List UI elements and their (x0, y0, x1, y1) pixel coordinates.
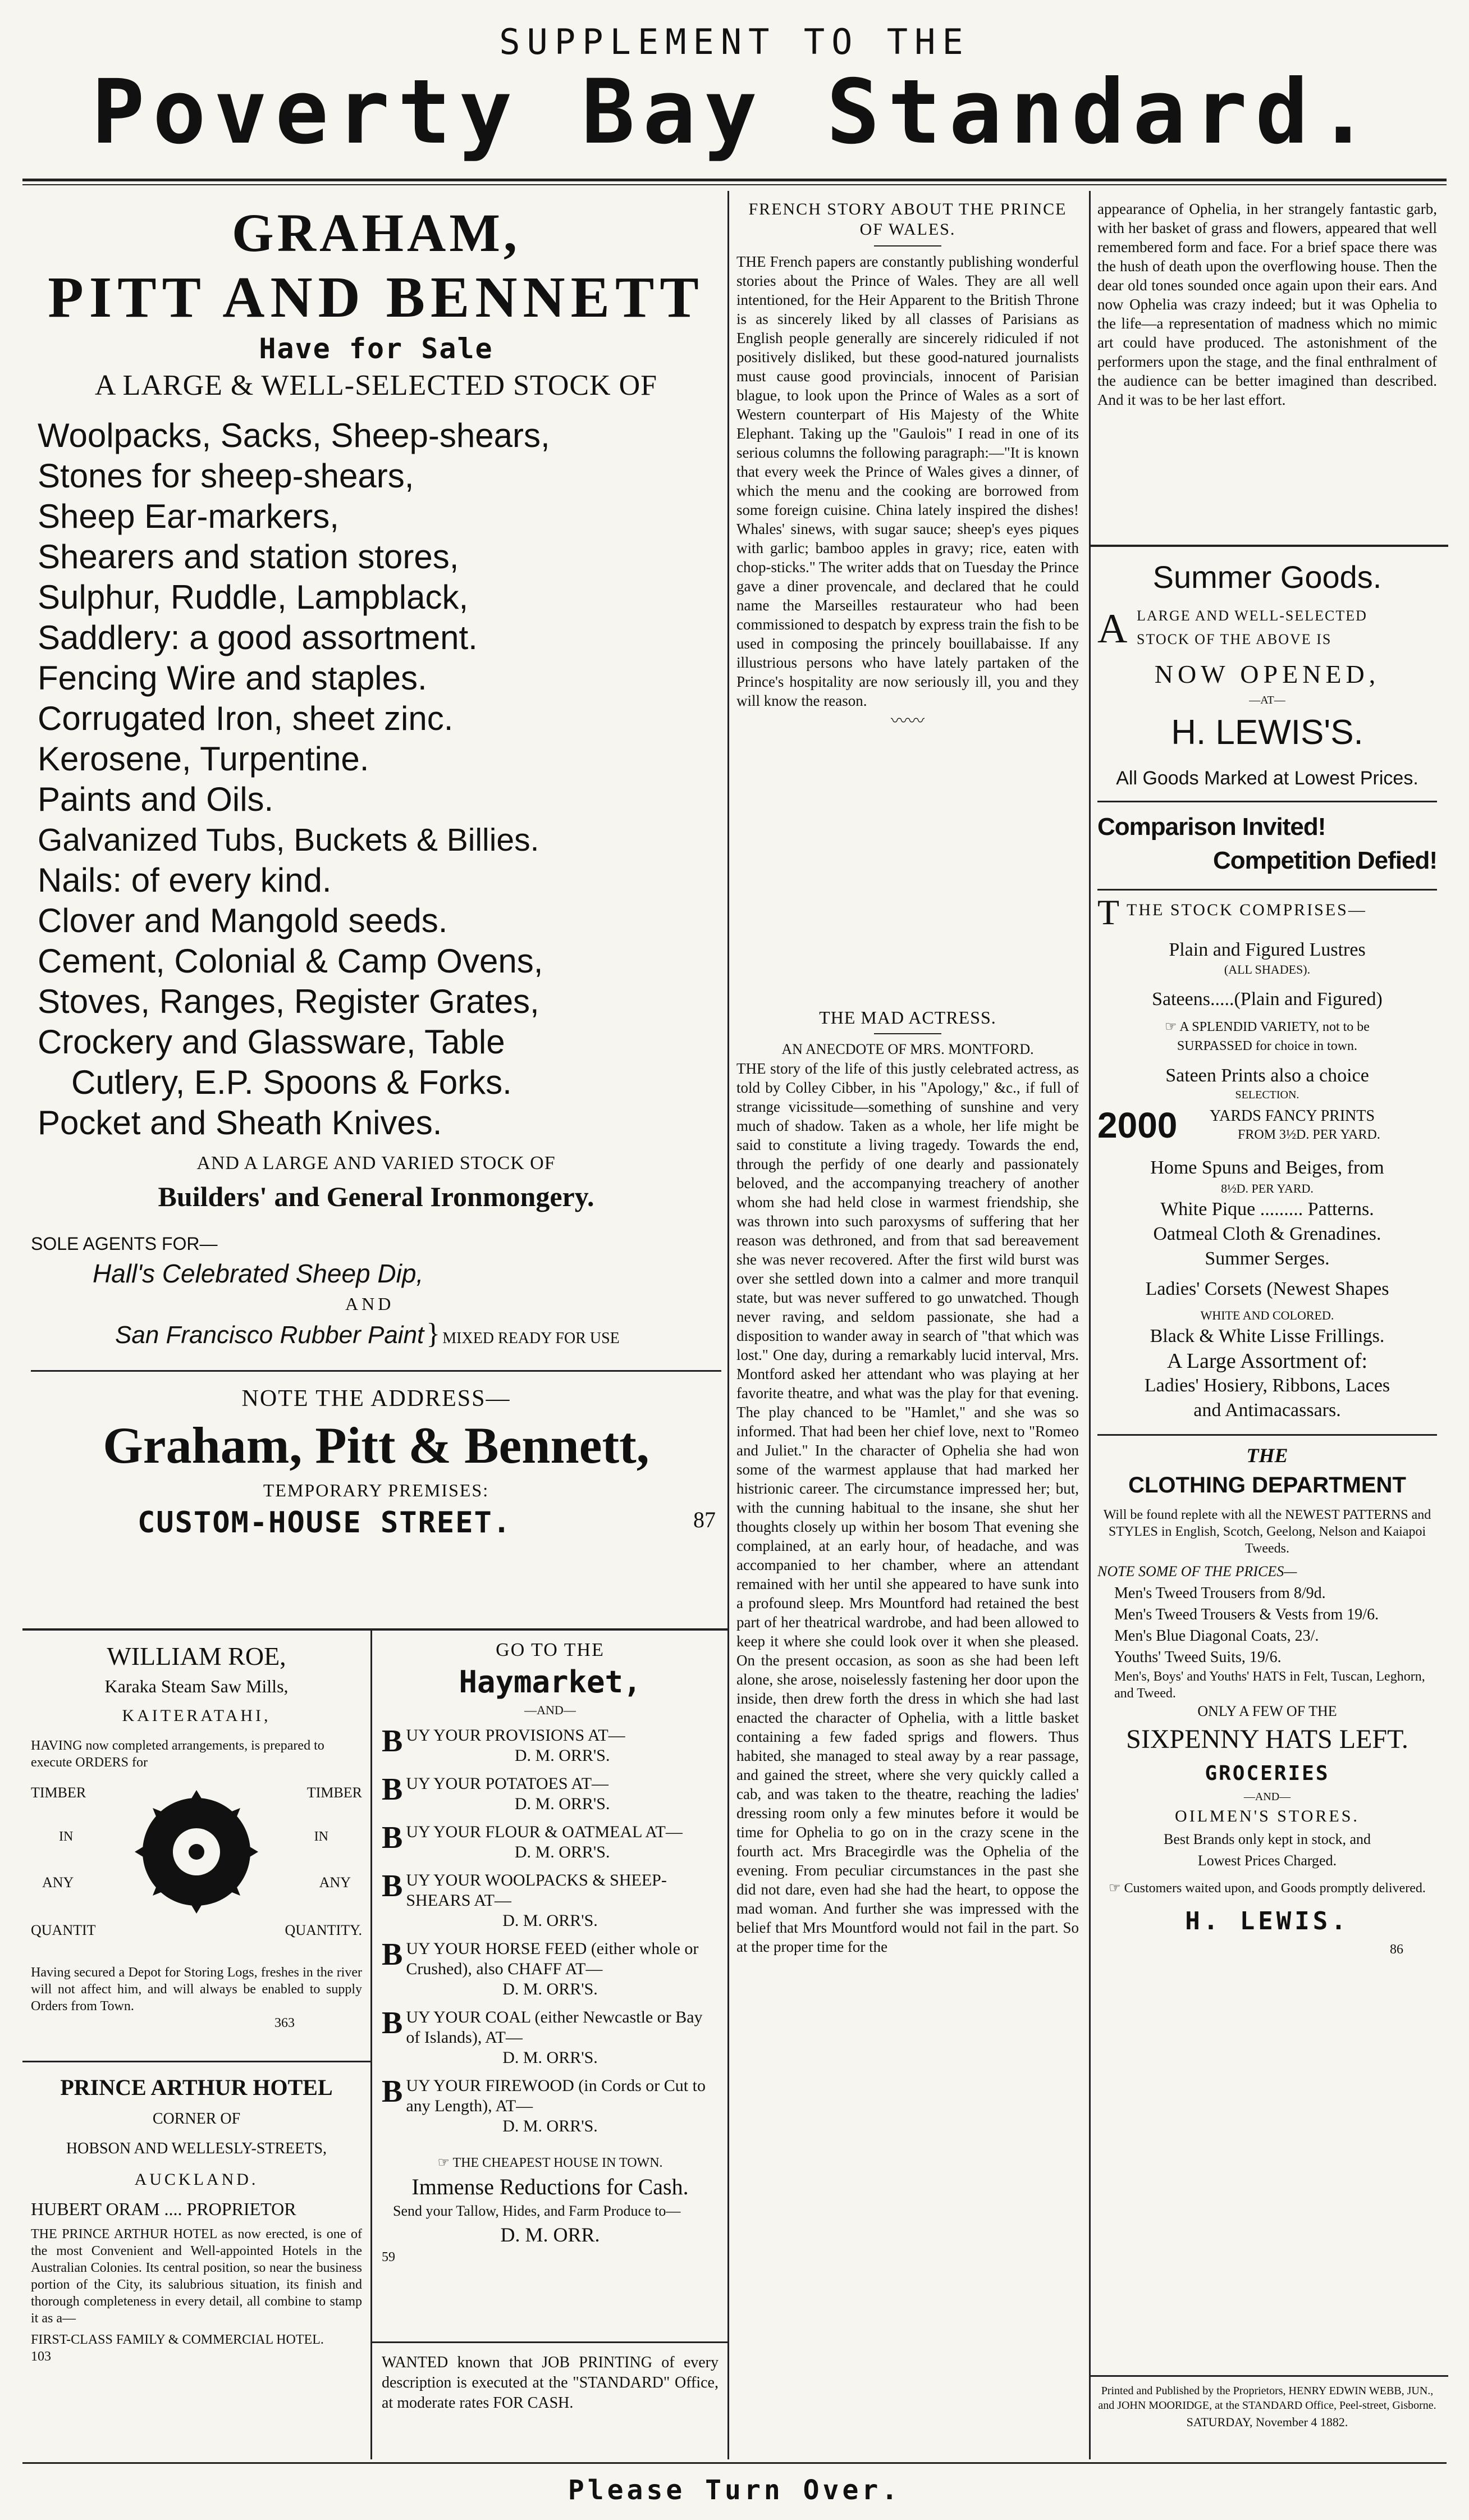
saw-word: QUANTIT (31, 1922, 96, 1938)
newspaper-title: Poverty Bay Standard. (91, 61, 1378, 164)
haymarket-item-sig: D. M. ORR'S. (514, 1746, 610, 1765)
pitt-bennett-name: PITT AND BENNETT (48, 265, 704, 330)
stock-item: Plain and Figured Lustres (1169, 939, 1366, 960)
stock-line: Kerosene, Turpentine. (38, 740, 369, 778)
sixpenny-hats: SIXPENNY HATS LEFT. (1126, 1724, 1408, 1754)
hotel-name: PRINCE ARTHUR HOTEL (60, 2075, 333, 2100)
french-story (736, 199, 1079, 733)
masthead (0, 22, 1469, 163)
column-divider (1089, 191, 1091, 2459)
clothing-replete: Will be found replete with all the NEWEST PATTERNS and STYLES in English, Scotch, Geelong, Nelson and Kaiapoi Tweeds. (1103, 1508, 1431, 1556)
street-line (31, 1504, 721, 1544)
saw-illustration (31, 1779, 362, 1964)
stock-item-text: A SPLENDID VARIETY, not to be (1179, 1020, 1370, 1034)
ad-rule (1097, 1434, 1437, 1436)
halls-sheep-dip: Hall's Celebrated Sheep Dip, (93, 1259, 424, 1288)
immense-reductions: Immense Reductions for Cash. (411, 2174, 689, 2199)
competition-defied: Competition Defied! (1213, 847, 1437, 874)
stock-line: Shearers and station stores, (38, 538, 459, 576)
only-a-few: ONLY A FEW OF THE (1197, 1703, 1337, 1719)
stock-line: Paints and Oils. (38, 780, 274, 818)
temporary-premises: TEMPORARY PREMISES: (263, 1480, 489, 1500)
groceries: GROCERIES (1205, 1762, 1330, 1785)
mad-actress (736, 1005, 1079, 2457)
best-brands: Best Brands only kept in stock, and (1163, 1831, 1371, 1847)
lewis-at: —AT— (1249, 694, 1285, 706)
stock-item: Home Spuns and Beiges, from (1150, 1157, 1384, 1178)
footer-rule (22, 2462, 1447, 2464)
masthead-rule (22, 179, 1447, 181)
comparison-invited: Comparison Invited! (1097, 813, 1326, 841)
price-item: Men's, Boys' and Youths' HATS in Felt, Tuscan, Leghorn, and Tweed. (1114, 1669, 1425, 1701)
haymarket-goto: GO TO THE (496, 1640, 605, 1660)
hotel-text: THE PRINCE ARTHUR HOTEL as now erected, is one of the most Convenient and Well-appointed Hotels in the Australian Colonies. Its central position, so near the business portion of the City, its salubrious situation, its finish and thorough completeness in every detail, all combine to stamp it as a— (31, 2227, 362, 2326)
mad-actress-title: THE MAD ACTRESS. (819, 1007, 996, 1028)
lewis-name: H. LEWIS'S. (1171, 713, 1363, 752)
please-turn-over: Please Turn Over. (568, 2475, 901, 2506)
hotel-number: 103 (31, 2349, 51, 2364)
roe-name: WILLIAM ROE, (107, 1642, 286, 1670)
masthead-rule-thin (22, 184, 1447, 185)
drop-cap-a: A (1097, 606, 1128, 652)
section-rule (1089, 545, 1448, 547)
pointing-hand-icon: ☞ (437, 2156, 453, 2170)
roe-intro: HAVING now completed arrangements, is prepared to execute ORDERS for (31, 1738, 324, 1770)
stock-item: WHITE AND COLORED. (1200, 1308, 1334, 1322)
drop-cap-t: T (1097, 892, 1120, 932)
haymarket-item-sig: D. M. ORR'S. (502, 2117, 598, 2135)
price-item: Men's Blue Diagonal Coats, 23/. (1114, 1627, 1319, 1645)
roe-place: KAITERATAHI, (122, 1706, 271, 1725)
stock-line: Clover and Mangold seeds. (38, 902, 448, 939)
saw-word: QUANTITY. (285, 1922, 362, 1938)
section-rule (22, 1628, 727, 1631)
rubber-paint-line: San Francisco Rubber Paint } MIXED READY FOR USE (115, 1318, 620, 1350)
haymarket-number: 59 (382, 2250, 395, 2265)
stock-item: SURPASSED for choice in town. (1177, 1039, 1358, 1053)
stock-line: Fencing Wire and staples. (38, 659, 427, 697)
haymarket-item-sig: D. M. ORR'S. (514, 1843, 610, 1861)
stock-line: Sheep Ear-markers, (38, 497, 339, 535)
custom-house-street: CUSTOM-HOUSE STREET. (138, 1506, 512, 1540)
clothing-department: CLOTHING DEPARTMENT (1128, 1473, 1406, 1498)
stock-comprises: THE STOCK COMPRISES— (1127, 901, 1367, 919)
stock-line: Pocket and Sheath Knives. (38, 1104, 442, 1142)
large-selected: LARGE AND WELL-SELECTED (1137, 608, 1367, 624)
haymarket-item-text: UY YOUR HORSE FEED (either whole or Crushed), also CHAFF AT— (406, 1939, 699, 1978)
firm-name: Graham, Pitt & Bennett, (103, 1417, 649, 1474)
haymarket-item: BUY YOUR FIREWOOD (in Cords or Cut to any Length), AT— D. M. ORR'S. (382, 2076, 719, 2136)
haymarket-item: BUY YOUR PROVISIONS AT— D. M. ORR'S. (382, 1725, 719, 1766)
supplement-line: SUPPLEMENT TO THE (499, 21, 970, 62)
haymarket-item: BUY YOUR COAL (either Newcastle or Bay of Islands), AT— D. M. ORR'S. (382, 2007, 719, 2068)
french-story-text: THE French papers are constantly publishing wonderful stories about the Prince of Wales. They are all well intentioned, for the Heir Apparent to the British Throne is as sincerely liked by all classes of Parisians as English people generally are sincerely ridiculed if not positively disliked, but these good-natured journalists must cause good provincials, innocent of Parisian blague, to look upon the Prince of Wales as a sort of Western counterpart of His Majesty of the White Elephant. Taking up the "Gaulois" I read in one of its serious columns the following paragraph:—"It is known that every week the Prince of Wales gives a dinner, of which the menu and the cooking are borrowed from some foreign cuisine. China lately inspired the dishes! Whales' sinews, with sugar sauce; sheep's eyes piques with garlic; bamboo apples in gravy; rice, eaten with chop-sticks." The writer adds that on Tuesday the Prince gave a diner provencale, and declared that he could name the Marseilles restaurateur who had been commissioned to despatch by express train the fish to be used in composing the princely bouillabaisse. If any illustrious persons who have lately partaken of the Prince's hospitality are now seriously ill, you and they will know the reason. (736, 253, 1079, 709)
oilmens-stores: OILMEN'S STORES. (1175, 1807, 1360, 1825)
summer-goods: Summer Goods. (1152, 559, 1382, 595)
stock-item: SELECTION. (1235, 1089, 1299, 1101)
stock-item: Sateen Prints also a choice (1165, 1065, 1369, 1086)
haymarket-item: BUY YOUR WOOLPACKS & SHEEP-SHEARS AT— D. M. ORR'S. (382, 1870, 719, 1931)
stock-item: Sateens.....(Plain and Figured) (1152, 989, 1383, 1010)
roe-depot: Having secured a Depot for Storing Logs, freshes in the river will not affect him, and will always be enabled to supply Orders from Town. (31, 1965, 362, 2014)
stock-item: Black & White Lisse Frillings. (1150, 1326, 1385, 1346)
yards-text: YARDS FANCY PRINTS (1210, 1107, 1375, 1125)
article-divider: 〰〰 (891, 712, 925, 731)
large-stock-line (1097, 606, 1437, 657)
stock-line: Cutlery, E.P. Spoons & Forks. (71, 1063, 512, 1101)
haymarket-item: BUY YOUR HORSE FEED (either whole or Crushed), also CHAFF AT— D. M. ORR'S. (382, 1939, 719, 1999)
circular-saw-icon (135, 1790, 258, 1914)
wanted-ad: WANTED known that JOB PRINTING of every description is executed at the "STANDARD" Office, at moderate rates FOR CASH. (382, 2354, 719, 2412)
stock-item: Ladies' Corsets (Newest Shapes (1145, 1279, 1389, 1299)
saw-word: ANY (319, 1874, 351, 1891)
price-item: Youths' Tweed Suits, 19/6. (1114, 1649, 1282, 1666)
orr-signature: D. M. ORR. (500, 2224, 600, 2246)
hotel-ad (31, 2072, 362, 2365)
roe-ad (31, 1640, 362, 2031)
have-for-sale: Have for Sale (259, 332, 493, 365)
stock-item (1097, 1017, 1437, 1037)
hotel-corner: CORNER OF (152, 2110, 241, 2128)
stock-comprises-line (1097, 892, 1437, 932)
stock-line: Woolpacks, Sacks, Sheep-shears, (38, 417, 550, 454)
section-rule (22, 2061, 370, 2062)
haymarket-item: BUY YOUR POTATOES AT— D. M. ORR'S. (382, 1774, 719, 1814)
stock-line: Corrugated Iron, sheet zinc. (38, 700, 454, 737)
lewis-ad (1097, 556, 1437, 1958)
haymarket-ad (382, 1637, 719, 2266)
stock-line: Nails: of every kind. (38, 861, 332, 899)
pointing-hand-icon: ☞ (1165, 1020, 1180, 1034)
haymarket-item-text: UY YOUR PROVISIONS AT— (406, 1726, 625, 1745)
san-francisco-paint: San Francisco Rubber Paint (115, 1321, 424, 1349)
haymarket-item-text: UY YOUR POTATOES AT— (406, 1774, 609, 1793)
mixed-ready: MIXED READY FOR USE (442, 1330, 620, 1347)
haymarket-item-text: UY YOUR FLOUR & OATMEAL AT— (406, 1823, 683, 1841)
yards-number: 2000 (1097, 1105, 1178, 1145)
ad-number: 87 (693, 1507, 716, 1532)
hotel-streets: HOBSON AND WELLESLY-STREETS, (66, 2140, 327, 2157)
hotel-footer: FIRST-CLASS FAMILY & COMMERCIAL HOTEL. (31, 2332, 324, 2347)
saw-word: TIMBER (306, 1784, 362, 1801)
haymarket-name: Haymarket, (459, 1664, 642, 1700)
stock-list (31, 416, 721, 1143)
roe-number: 363 (274, 2016, 295, 2030)
stock-item: (ALL SHADES). (1224, 962, 1311, 976)
stock-line: Sulphur, Ruddle, Lampblack, (38, 578, 469, 616)
graham-name: GRAHAM, (232, 203, 520, 263)
stock-line: Stoves, Ranges, Register Grates, (38, 983, 539, 1020)
pointing-hand-icon: ☞ (1109, 1881, 1124, 1896)
sole-agents: SOLE AGENTS FOR— (31, 1234, 218, 1254)
stock-item: White Pique ......... Patterns. (1160, 1199, 1374, 1220)
saw-word: TIMBER (31, 1784, 86, 1801)
mad-actress-text: THE story of the life of this justly celebrated actress, as told by Colley Cibber, in his "Apology," &c., if full of strange vicissitude—something of sunshine and very much of shadow. Taken as a whole, her life might be said to constitute a living tragedy. Towards the end, through the perfidy of one dearly and passionately beloved, and the accompanying treachery of another whom she had held close in warmest friendship, she was thrown into such paroxysms of suffering that her reason was dethroned, and from that sad bereavement she was never recovered. After the first wild burst was over she settled down into a calmer and more tranquil state, but was never suffered to go unwatched. Though never raving, and seldom passionate, she had a disposition to wander away in search of "that which was lost." One day, during a remarkably lucid interval, Mrs. Montford asked her attendant who was playing at her favorite theatre, and what was the play for that evening. The play chanced to be "Hamlet," and she was so informed. That had been her chief love, next to "Romeo and Juliet." In the character of Ophelia she had won some of the warmest applause that had marked her histrionic career. The circumstance impressed her; but, with the cunning habitual to the insane, she shut her thoughts closely up within her bosom That evening she complained, at an early hour, of headache, and was accompanied to her chamber, where an attendant remained with her until she appeared to have sunk into a profound sleep. Mrs Mountford had retained the best part of her theatrical wardrobe, and had been allowed to keep it where she could look over it when she pleased. On the present occasion, as soon as she had been left alone, she arose, noiselessly fastening her door upon the inside, then drew forth the dress in which she had last enacted the character of Ophelia, with a little basket containing a few faded sprigs and flowers. Thus habited, she managed to steal away by a rear passage, and gained the street, where she very quickly called a cab, and was taken to the theatre, reaching the ladies' dressing room only a few minutes before it would be time for Ophelia to go on in the crazy scene in the fourth act. Mrs Bracegirdle was the Ophelia of the evening. From peculiar circumstances in the past she did not dare, even had she had the heart, to oppose the mad woman. And further she was impressed with the belief that Mrs Mountford would not fail in the part. So at the proper time for the (736, 1060, 1079, 1955)
and-word: AND (345, 1294, 395, 1314)
haymarket-item-text: UY YOUR FIREWOOD (in Cords or Cut to any Length), AT— (406, 2076, 706, 2115)
stock-above: STOCK OF THE ABOVE IS (1137, 631, 1332, 647)
stock-line: Galvanized Tubs, Buckets & Billies. (38, 822, 539, 858)
saw-word: ANY (42, 1874, 74, 1891)
hotel-proprietor: HUBERT ORAM .... PROPRIETOR (31, 2199, 296, 2219)
section-rule (1089, 2375, 1448, 2377)
stock-line: Saddlery: a good assortment. (38, 619, 478, 656)
ad-rule (31, 1370, 721, 1372)
imprint-date: SATURDAY, November 4 1882. (1186, 2415, 1348, 2429)
title-rule (874, 245, 941, 246)
saw-word: IN (314, 1829, 328, 1844)
stock-item: Oatmeal Cloth & Grenadines. (1153, 1224, 1381, 1244)
haymarket-item-text: UY YOUR COAL (either Newcastle or Bay of Islands), AT— (406, 2008, 703, 2047)
imprint-text: Printed and Published by the Proprietors, HENRY EDWIN WEBB, JUN., and JOHN MOORIDGE, at the STANDARD Office, Peel-street, Gisborne. (1098, 2385, 1436, 2412)
stock-item: Summer Serges. (1205, 1248, 1330, 1269)
note-prices: NOTE SOME OF THE PRICES— (1097, 1563, 1297, 1579)
ad-rule (1097, 889, 1437, 891)
builders-ironmongery: Builders' and General Ironmongery. (158, 1181, 594, 1212)
column-divider (370, 1631, 372, 2459)
haymarket-item-text: UY YOUR WOOLPACKS & SHEEP-SHEARS AT— (406, 1871, 667, 1910)
mad-actress-continued (1097, 199, 1437, 409)
title-rule (874, 1033, 941, 1034)
haymarket-item: BUY YOUR FLOUR & OATMEAL AT— D. M. ORR'S. (382, 1822, 719, 1862)
haymarket-item-sig: D. M. ORR'S. (502, 2048, 598, 2067)
stock-item: 8½D. PER YARD. (1221, 1181, 1314, 1195)
stock-line: Cement, Colonial & Camp Ovens, (38, 942, 543, 980)
mad-actress-subtitle: AN ANECDOTE OF MRS. MONTFORD. (781, 1041, 1034, 1057)
send-tallow: Send your Tallow, Hides, and Farm Produce to— (393, 2203, 681, 2219)
saw-word: IN (59, 1829, 74, 1844)
note-address: NOTE THE ADDRESS— (241, 1386, 511, 1412)
customers-text: Customers waited upon, and Goods promptly delivered. (1124, 1881, 1426, 1896)
stock-item: and Antimacassars. (1193, 1400, 1341, 1421)
price-item: Men's Tweed Trousers & Vests from 19/6. (1114, 1606, 1379, 1623)
haymarket-item-sig: D. M. ORR'S. (502, 1980, 598, 1998)
stock-subhead: A LARGE & WELL-SELECTED STOCK OF (94, 369, 658, 401)
section-rule (370, 2341, 727, 2343)
and-large-stock: AND A LARGE AND VARIED STOCK OF (196, 1153, 556, 1174)
imprint (1097, 2384, 1437, 2430)
column-divider (727, 191, 729, 2459)
haymarket-and: —AND— (524, 1703, 576, 1717)
lewis-number: 86 (1390, 1942, 1403, 1957)
roe-mills: Karaka Steam Saw Mills, (104, 1676, 289, 1696)
customers-waited (1097, 1879, 1437, 1897)
stock-line: Crockery and Glassware, Table (38, 1023, 505, 1061)
stock-line: Stones for sheep-shears, (38, 457, 414, 495)
hotel-city: AUCKLAND. (134, 2170, 259, 2189)
graham-ad (31, 202, 721, 1544)
the-word: THE (1246, 1444, 1288, 1467)
ad-rule (1097, 801, 1437, 802)
lowest-prices: Lowest Prices Charged. (1197, 1852, 1337, 1869)
lewis-signature: H. LEWIS. (1185, 1907, 1349, 1935)
cheapest-house (382, 2153, 719, 2172)
mad-actress-continued-text: appearance of Ophelia, in her strangely fantastic garb, with her basket of grass and flowers, appeared that well remembered form and face. For a brief space there was the hush of death upon the overflowing house. Then the dear old tones sounded once again upon their ears. And now Ophelia was crazy indeed; but it was Ophelia to the life—a representation of madness which no mimic art could have produced. The astonishment of the performers upon the stage, and the final enthralment of the audience can be better imagined than described. And it was to be her last effort. (1097, 200, 1437, 408)
yards-from: FROM 3½D. PER YARD. (1238, 1127, 1380, 1142)
all-goods-marked: All Goods Marked at Lowest Prices. (1116, 768, 1418, 789)
now-opened: NOW OPENED, (1154, 660, 1380, 688)
haymarket-item-sig: D. M. ORR'S. (514, 1795, 610, 1813)
stock-item: A Large Assortment of: (1166, 1349, 1368, 1373)
haymarket-item-sig: D. M. ORR'S. (502, 1911, 598, 1930)
stock-item: Ladies' Hosiery, Ribbons, Laces (1144, 1375, 1390, 1396)
price-item: Men's Tweed Trousers from 8/9d. (1114, 1585, 1326, 1602)
cheapest-text: THE CHEAPEST HOUSE IN TOWN. (452, 2156, 663, 2170)
groceries-and: —AND— (1243, 1791, 1291, 1803)
fancy-prints-line (1097, 1104, 1437, 1149)
french-story-title: FRENCH STORY ABOUT THE PRINCE OF WALES. (748, 200, 1067, 239)
